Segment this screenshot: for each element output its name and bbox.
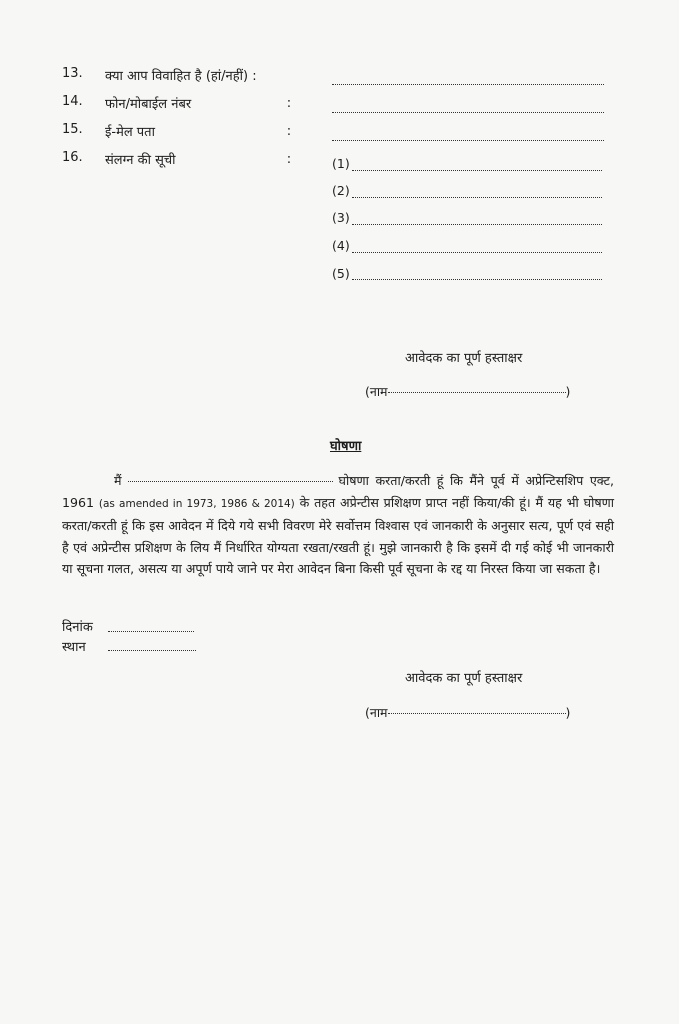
field-15-colon: :: [286, 124, 292, 139]
attachment-4-label: (4): [332, 238, 350, 253]
field-16-number: 16.: [62, 150, 83, 165]
declaration-start: मैं: [114, 473, 122, 488]
field-13-label: क्या आप विवाहित है (हां/नहीं) :: [105, 69, 257, 84]
place-input-line[interactable]: [108, 650, 196, 651]
applicant-name-field-2[interactable]: [365, 704, 570, 721]
attachment-3-input-line[interactable]: [352, 224, 602, 225]
name-input-line[interactable]: [388, 392, 566, 393]
attachment-5-label: (5): [332, 266, 350, 281]
field-16-colon: :: [286, 152, 292, 167]
applicant-name-field[interactable]: [365, 383, 570, 400]
field-15-input-line[interactable]: [332, 140, 604, 141]
declaration-paragraph: [62, 470, 614, 580]
declaration-amended-text: (as amended in 1973, 1986 & 2014): [98, 497, 295, 510]
declaration-title: घोषणा: [330, 439, 362, 454]
declarant-name-input-line[interactable]: [128, 481, 333, 482]
field-15-label: ई-मेल पता: [105, 125, 155, 140]
attachment-1-input-line[interactable]: [352, 170, 602, 171]
attachment-5-input-line[interactable]: [352, 279, 602, 280]
attachment-1-label: (1): [332, 156, 350, 171]
field-13-number: 13.: [62, 66, 83, 81]
name-close-text-2: ): [565, 705, 571, 720]
field-14-label: फोन/मोबाईल नंबर: [105, 97, 192, 112]
field-14-input-line[interactable]: [332, 112, 604, 113]
field-14-number: 14.: [62, 94, 83, 109]
name-open-text: (नाम: [365, 384, 388, 399]
attachment-2-label: (2): [332, 183, 350, 198]
field-16-label: संलग्न की सूची: [105, 153, 176, 168]
attachment-4-input-line[interactable]: [352, 252, 602, 253]
field-15-number: 15.: [62, 122, 83, 137]
date-label: दिनांक: [62, 620, 93, 635]
field-14-colon: :: [286, 96, 292, 111]
declaration-after-dots: घोषणा करता/करती हूं कि मैंने पूर्व में अप्रेन्टिसशिप एक्ट, 1961: [62, 473, 614, 510]
field-13-input-line[interactable]: [332, 84, 604, 85]
attachment-2-input-line[interactable]: [352, 197, 602, 198]
declaration-rest: के तहत अप्रेन्टीस प्रशिक्षण प्राप्त नहीं किया/की हूं। मैं यह भी घोषणा करता/करती हूं कि इस आवेदन में दिये गये सभी विवरण मेरे सर्वोत्तम विश्वास एवं जानकारी के अनुसार सत्य, पूर्ण एवं सही है एवं अप्रेन्टीस प्रशिक्षण के लिय मैं निर्धारित योग्यता रखता/रखती हूं। मुझे जानकारी है कि इसमें दी गई कोई भी जानकारी या सूचना गलत, असत्य या अपूर्ण पाये जाने पर मेरा आवेदन बिना किसी पूर्व सूचना के रद्द या निरस्त किया जा सकता है।: [62, 494, 614, 576]
attachment-3-label: (3): [332, 210, 350, 225]
name-close-text: ): [565, 384, 571, 399]
date-input-line[interactable]: [108, 631, 194, 632]
place-label: स्थान: [62, 640, 86, 655]
applicant-signature-label-2: आवेदक का पूर्ण हस्ताक्षर: [405, 671, 523, 686]
name-input-line-2[interactable]: [388, 713, 566, 714]
applicant-signature-label: आवेदक का पूर्ण हस्ताक्षर: [405, 351, 523, 366]
name-open-text-2: (नाम: [365, 705, 388, 720]
